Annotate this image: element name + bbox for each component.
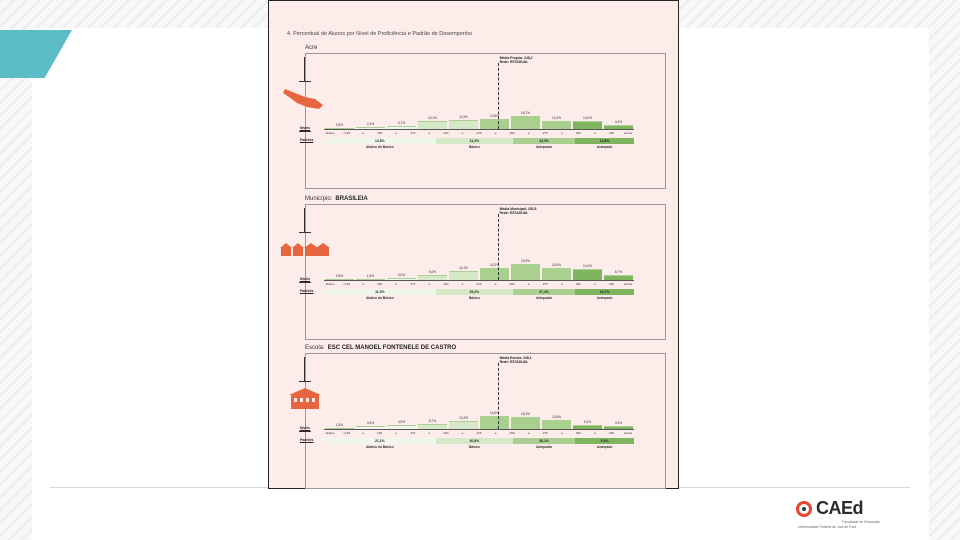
- mean-network-text: Rede: ESTADUAL: [499, 211, 529, 216]
- level-tick-label: ≥: [362, 431, 364, 435]
- levels-key: Níveis: [300, 277, 310, 281]
- levels-key: Níveis: [300, 126, 310, 130]
- proficiency-bar: [573, 121, 602, 129]
- standard-percentage: 37,4%: [539, 290, 549, 294]
- connector-line: [299, 381, 311, 382]
- levels-key: Níveis: [300, 426, 310, 430]
- standard-name: Adequado: [536, 296, 553, 300]
- acre-map-icon: [279, 85, 331, 113]
- bar-percentage-label: 4,9%: [397, 420, 406, 425]
- standard-percentage: 20,7%: [599, 290, 610, 294]
- standard-name: Abaixo do Básico: [365, 145, 394, 149]
- bar-percentage-label: 3,7%: [397, 121, 406, 126]
- level-tick-label: ≥: [461, 131, 464, 135]
- level-tick-label: 250: [509, 282, 515, 286]
- bar-percentage-label: 11,4%: [459, 265, 468, 270]
- level-tick-label: 325: [608, 131, 614, 135]
- bar-percentage-label: 10,3%: [458, 415, 469, 420]
- connector-line: [299, 131, 311, 132]
- mean-marker-line: [498, 363, 499, 429]
- standard-percentage: 14,5%: [374, 139, 385, 143]
- level-tick-label: <125: [343, 431, 350, 435]
- level-tick-label: 150: [377, 282, 383, 286]
- section-label: [305, 345, 456, 351]
- bar-percentage-label: 11,5%: [459, 114, 468, 119]
- level-tick-label: ≥: [594, 131, 596, 135]
- connector-line: [304, 357, 305, 382]
- level-tick-label: ≥: [527, 282, 530, 286]
- bar-percentage-label: 2,4%: [366, 122, 375, 127]
- bar-percentage-label: 5,3%: [583, 419, 592, 424]
- standard-percentage: 25,3%: [469, 290, 480, 294]
- levels-axis: [324, 129, 634, 130]
- level-tick-label: 225: [476, 282, 482, 286]
- report-title: 4. Percentual de Alunos por Nível de Proficiência e Padrão de Desempenho: [287, 31, 472, 37]
- proficiency-bar: [542, 268, 571, 280]
- mean-annotation: [500, 56, 533, 64]
- level-tick-label: acima: [623, 131, 633, 135]
- standard-percentage: 21,1%: [374, 439, 385, 443]
- report-page: [268, 0, 679, 489]
- mean-marker-line: [498, 214, 499, 280]
- level-tick-label: ≥: [395, 131, 398, 135]
- bar-percentage-label: 10,0%: [582, 116, 593, 120]
- level-tick-label: 175: [410, 282, 416, 286]
- bar-percentage-label: 6,7%: [428, 418, 437, 423]
- standard-percentage: 36,1%: [539, 439, 549, 443]
- connector-line: [304, 208, 305, 233]
- level-tick-label: ≥: [494, 282, 497, 286]
- mean-network-text: Rede: ESTADUAL: [499, 360, 529, 365]
- bar-percentage-label: 1,8%: [335, 422, 344, 427]
- standard-name: Adequado: [536, 445, 553, 449]
- caed-logo-tagline-2: Universidade Federal de Juiz de Fora: [798, 525, 857, 529]
- mean-annotation: [500, 356, 532, 364]
- section-label-text: Escola:: [305, 345, 325, 351]
- level-tick-label: 325: [608, 282, 614, 286]
- level-tick-label: ≥: [527, 431, 530, 435]
- standard-name: Básico: [468, 445, 480, 449]
- proficiency-bar: [511, 417, 540, 429]
- levels-axis: [324, 429, 634, 430]
- standard-name: Avançado: [596, 296, 613, 300]
- level-tick-label: <125: [343, 131, 350, 135]
- mean-value-text: Média Municipal: 252,8: [499, 207, 537, 211]
- level-tick-label: ≥: [560, 282, 563, 286]
- caed-logo-icon: [796, 501, 812, 517]
- level-tick-label: <125: [343, 282, 350, 286]
- proficiency-bar: [542, 121, 571, 129]
- level-tick-label: 150: [377, 131, 383, 135]
- bar-percentage-label: 15,3%: [489, 262, 500, 267]
- level-tick-label: ≥: [461, 431, 464, 435]
- level-tick-label: ≥: [428, 282, 431, 286]
- level-tick-label: 300: [575, 282, 581, 286]
- section-label: [305, 196, 368, 202]
- bar-percentage-label: 16,7%: [520, 110, 531, 115]
- level-tick-label: 275: [542, 282, 548, 286]
- proficiency-bar: [511, 116, 540, 129]
- standard-percentage: 31,3%: [469, 139, 480, 143]
- standard-name: Abaixo do Básico: [365, 296, 394, 300]
- proficiency-bar: [480, 119, 509, 129]
- level-tick-label: 300: [575, 131, 581, 135]
- level-tick-label: 175: [410, 131, 416, 135]
- level-tick-label: 250: [509, 431, 515, 435]
- mean-network-text: Rede: ESTADUAL: [499, 60, 529, 65]
- proficiency-bar: [449, 271, 478, 280]
- bar-percentage-label: 3,6%: [366, 421, 375, 426]
- bar-percentage-label: 14,0%: [582, 263, 593, 268]
- level-tick-label: 225: [476, 431, 482, 435]
- level-tick-label: ≥: [594, 431, 596, 435]
- level-tick-label: ≥: [395, 282, 398, 286]
- bar-percentage-label: 6,0%: [428, 270, 437, 275]
- bar-percentage-label: 3,3%: [614, 421, 623, 426]
- level-tick-label: acima: [623, 282, 633, 286]
- proficiency-bar: [480, 268, 509, 280]
- level-tick-label: abaixo: [325, 282, 335, 286]
- bar-percentage-label: 10,1%: [427, 115, 438, 120]
- level-tick-label: ≥: [494, 131, 497, 135]
- level-tick-label: ≥: [494, 431, 497, 435]
- standard-name: Adequado: [536, 145, 553, 149]
- level-tick-label: 325: [608, 431, 614, 435]
- level-tick-label: ≥: [428, 131, 431, 135]
- mean-value-text: Média Própria: 248,2: [499, 56, 533, 60]
- standard-name: Básico: [468, 296, 480, 300]
- standard-percentage: 30,8%: [469, 439, 480, 443]
- proficiency-bar: [511, 264, 540, 280]
- caed-logo-word: CAEd: [816, 498, 863, 518]
- bar-percentage-label: 3,0%: [397, 272, 406, 277]
- connector-line: [304, 57, 305, 82]
- section-label: [305, 45, 317, 51]
- standard-name: Avançado: [596, 145, 613, 149]
- proficiency-bar: [480, 416, 509, 429]
- level-tick-label: ≥: [395, 431, 398, 435]
- proficiency-bar: [573, 269, 602, 280]
- bar-percentage-label: 15,0%: [551, 263, 562, 267]
- level-tick-label: ≥: [362, 131, 364, 135]
- level-tick-label: ≥: [527, 131, 530, 135]
- mean-value-text: Média Escola: 248,1: [499, 356, 532, 360]
- town-icon: [279, 236, 331, 264]
- level-tick-label: 275: [542, 131, 548, 135]
- bar-percentage-label: 0,5%: [335, 123, 344, 127]
- proficiency-bar: [542, 420, 571, 429]
- level-tick-label: ≥: [560, 131, 563, 135]
- bar-percentage-label: 10,8%: [551, 415, 562, 420]
- standard-percentage: 14,8%: [599, 139, 610, 143]
- bar-percentage-label: 15,3%: [520, 411, 531, 416]
- level-tick-label: 275: [542, 431, 548, 435]
- level-tick-label: 150: [377, 431, 383, 435]
- connector-line: [299, 81, 311, 82]
- level-tick-label: 250: [509, 131, 515, 135]
- level-tick-label: 200: [443, 282, 449, 286]
- section-name: ESC CEL MANOEL FONTENELE DE CASTRO: [327, 345, 457, 351]
- standards-key: Padrões: [300, 289, 314, 293]
- connector-line: [299, 232, 311, 233]
- mean-marker-line: [498, 63, 499, 129]
- standard-name: Básico: [468, 145, 480, 149]
- standard-percentage: 11,0%: [375, 290, 385, 294]
- levels-axis: [324, 280, 634, 281]
- proficiency-bar: [418, 121, 447, 129]
- standard-name: Abaixo do Básico: [365, 445, 394, 449]
- level-tick-label: ≥: [560, 431, 563, 435]
- bar-percentage-label: 12,5%: [489, 114, 500, 118]
- standards-key: Padrões: [300, 438, 314, 442]
- bar-percentage-label: 4,4%: [614, 120, 623, 125]
- level-tick-label: abaixo: [325, 131, 335, 135]
- proficiency-bar: [449, 421, 478, 429]
- level-tick-label: acima: [623, 431, 633, 435]
- school-building-icon: [279, 385, 331, 413]
- bar-percentage-label: 0,5%: [335, 274, 344, 278]
- level-tick-label: ≥: [362, 282, 364, 286]
- connector-line: [299, 431, 311, 432]
- section-name: BRASILEIA: [335, 196, 368, 202]
- bar-percentage-label: 6,7%: [614, 269, 623, 274]
- standard-percentage: 5,3%: [600, 439, 609, 443]
- section-label-text: Município:: [305, 196, 333, 202]
- standard-name: Avançado: [596, 445, 613, 449]
- standard-percentage: 34,5%: [539, 139, 549, 143]
- level-tick-label: 175: [410, 431, 416, 435]
- section-label-text: Acre: [305, 45, 318, 51]
- caed-logo-tagline: Faculdade de Educação: [842, 520, 880, 524]
- bar-percentage-label: 16,5%: [489, 410, 500, 415]
- bar-percentage-label: 19,9%: [520, 259, 531, 264]
- level-tick-label: ≥: [594, 282, 596, 286]
- level-tick-label: abaixo: [325, 431, 335, 435]
- level-tick-label: 225: [476, 131, 482, 135]
- bar-percentage-label: 1,8%: [366, 273, 375, 278]
- bar-percentage-label: 10,3%: [551, 115, 562, 120]
- connector-line: [299, 282, 311, 283]
- level-tick-label: ≥: [428, 431, 431, 435]
- mean-annotation: [500, 207, 537, 215]
- proficiency-bar: [449, 120, 478, 129]
- caed-logo: [794, 498, 880, 530]
- level-tick-label: 200: [443, 131, 449, 135]
- level-tick-label: 300: [575, 431, 581, 435]
- level-tick-label: 200: [443, 431, 449, 435]
- level-tick-label: ≥: [461, 282, 464, 286]
- standards-key: Padrões: [300, 138, 314, 142]
